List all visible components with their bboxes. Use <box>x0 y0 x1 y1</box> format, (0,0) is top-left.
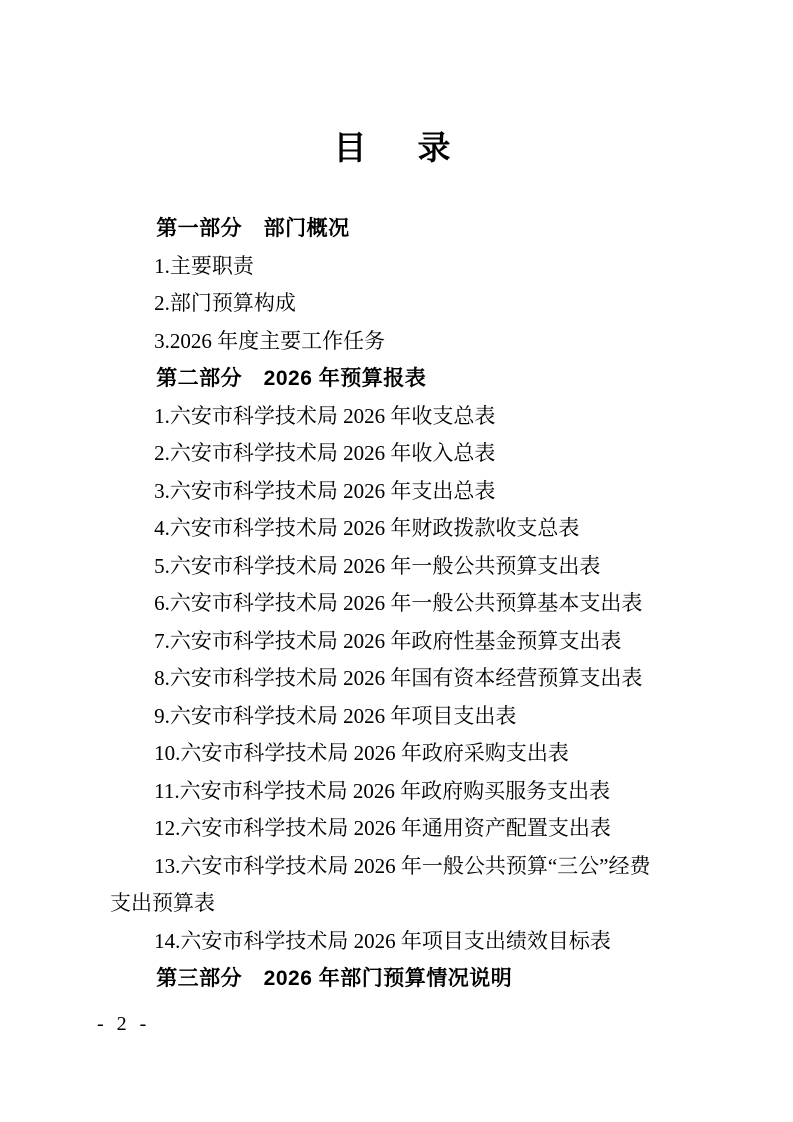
toc-section-heading: 第二部分 2026 年预算报表 <box>156 367 427 390</box>
toc-item: 8.六安市科学技术局 2026 年国有资本经营预算支出表 <box>154 666 643 690</box>
toc-item: 1.六安市科学技术局 2026 年收支总表 <box>154 403 496 428</box>
toc-item: 6.六安市科学技术局 2026 年一般公共预算基本支出表 <box>154 591 643 615</box>
page-title: 目 录 <box>333 129 460 166</box>
toc-item: 2.六安市科学技术局 2026 年收入总表 <box>154 441 496 465</box>
toc-item: 13.六安市科学技术局 2026 年一般公共预算“三公”经费 <box>154 853 651 878</box>
toc-item: 11.六安市科学技术局 2026 年政府购买服务支出表 <box>154 778 611 803</box>
toc-item: 3.六安市科学技术局 2026 年支出总表 <box>154 478 496 503</box>
toc-item: 4.六安市科学技术局 2026 年财政拨款收支总表 <box>154 516 580 540</box>
page-number: - 2 - <box>97 1013 151 1035</box>
toc-section-heading: 第一部分 部门概况 <box>156 217 350 240</box>
toc-section-heading: 第三部分 2026 年部门预算情况说明 <box>156 967 513 990</box>
toc-item: 3.2026 年度主要工作任务 <box>154 328 386 353</box>
toc-item: 14.六安市科学技术局 2026 年项目支出绩效目标表 <box>154 928 611 953</box>
toc-item: 10.六安市科学技术局 2026 年政府采购支出表 <box>154 741 569 765</box>
toc-item: 2.部门预算构成 <box>154 291 296 315</box>
toc-item: 5.六安市科学技术局 2026 年一般公共预算支出表 <box>154 553 601 578</box>
toc-item-continuation: 支出预算表 <box>110 891 215 915</box>
toc-item: 12.六安市科学技术局 2026 年通用资产配置支出表 <box>154 816 611 840</box>
toc-item: 9.六安市科学技术局 2026 年项目支出表 <box>154 703 517 728</box>
table-of-contents <box>110 210 683 998</box>
toc-item: 7.六安市科学技术局 2026 年政府性基金预算支出表 <box>154 628 622 653</box>
toc-item: 1.主要职责 <box>154 253 254 278</box>
